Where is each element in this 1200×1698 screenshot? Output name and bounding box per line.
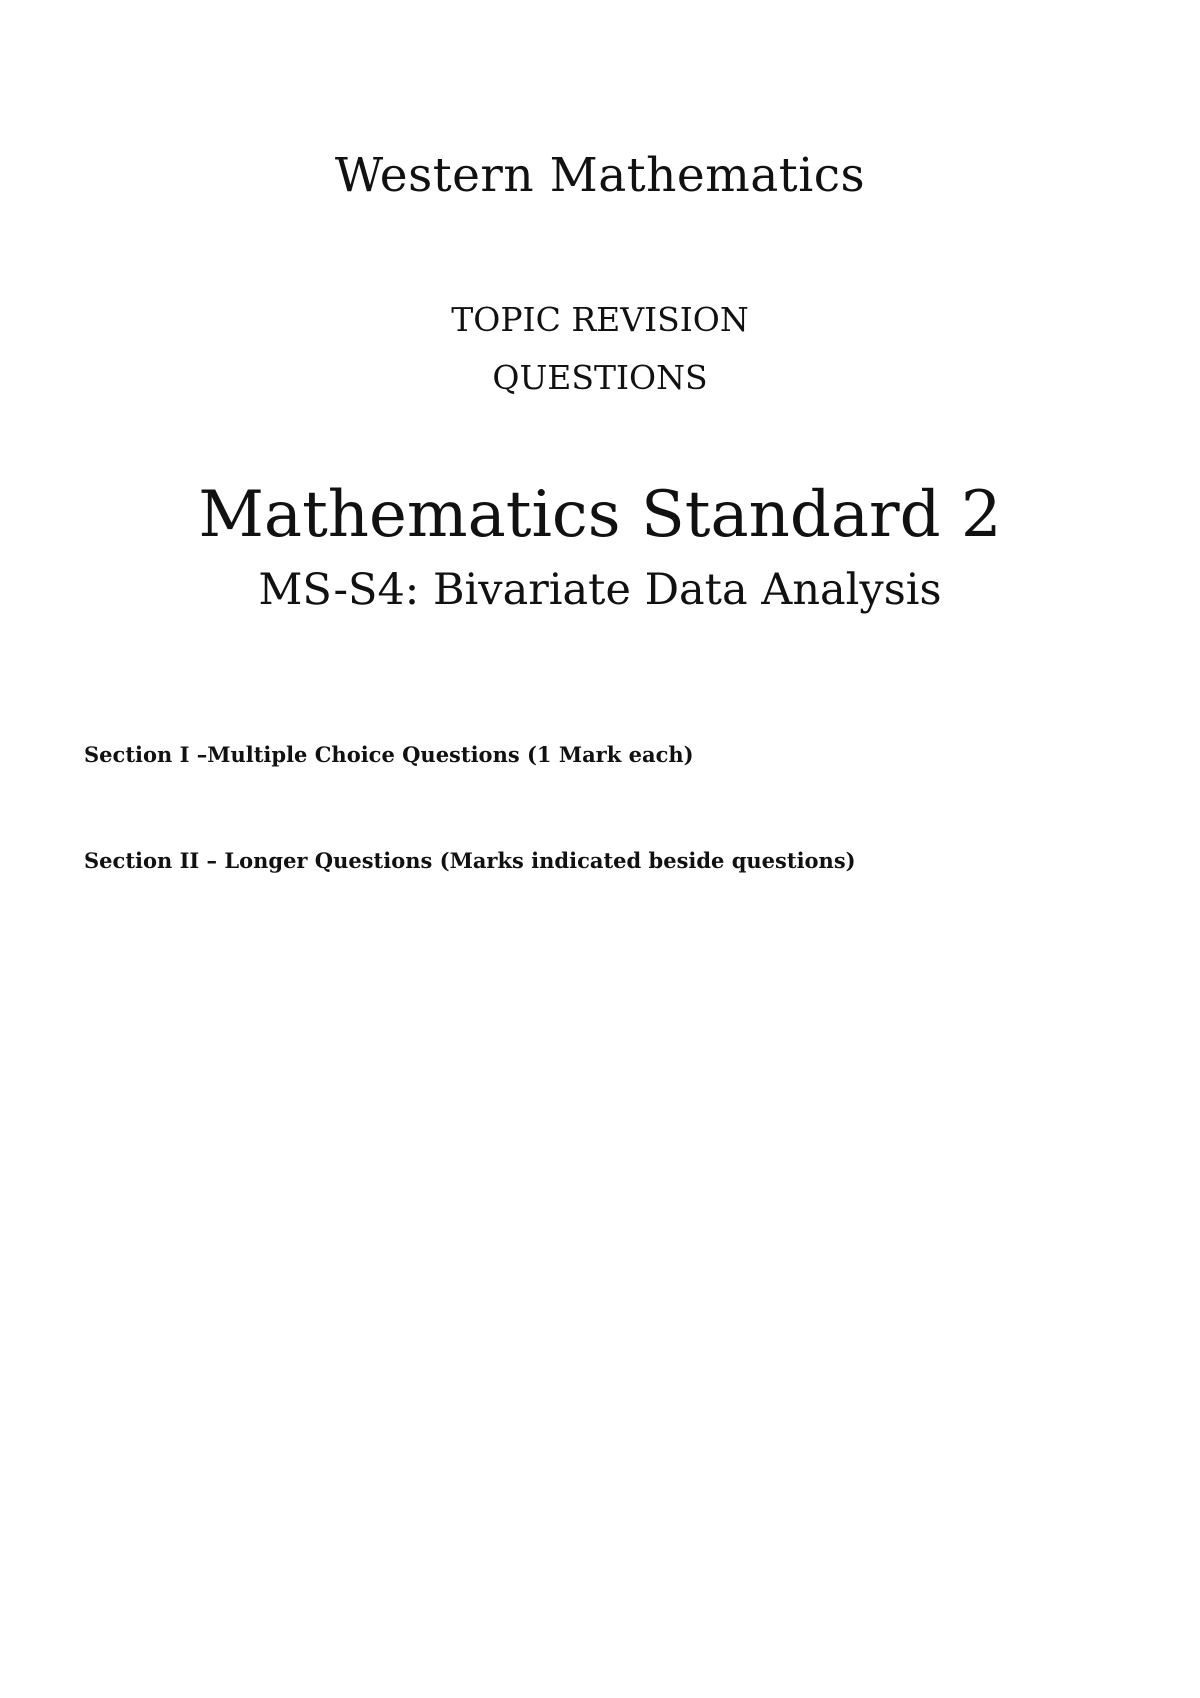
topic-revision-heading: TOPIC REVISION [451, 300, 749, 339]
questions-heading: QUESTIONS [492, 358, 708, 397]
unit-subtitle: MS-S4: Bivariate Data Analysis [258, 565, 942, 615]
section-one-label: Section I –Multiple Choice Questions (1 Mark each) [84, 742, 694, 767]
course-title: Mathematics Standard 2 [198, 478, 1002, 552]
section-two-label: Section II – Longer Questions (Marks indicated beside questions) [84, 848, 856, 873]
organization-title: Western Mathematics [334, 148, 866, 203]
